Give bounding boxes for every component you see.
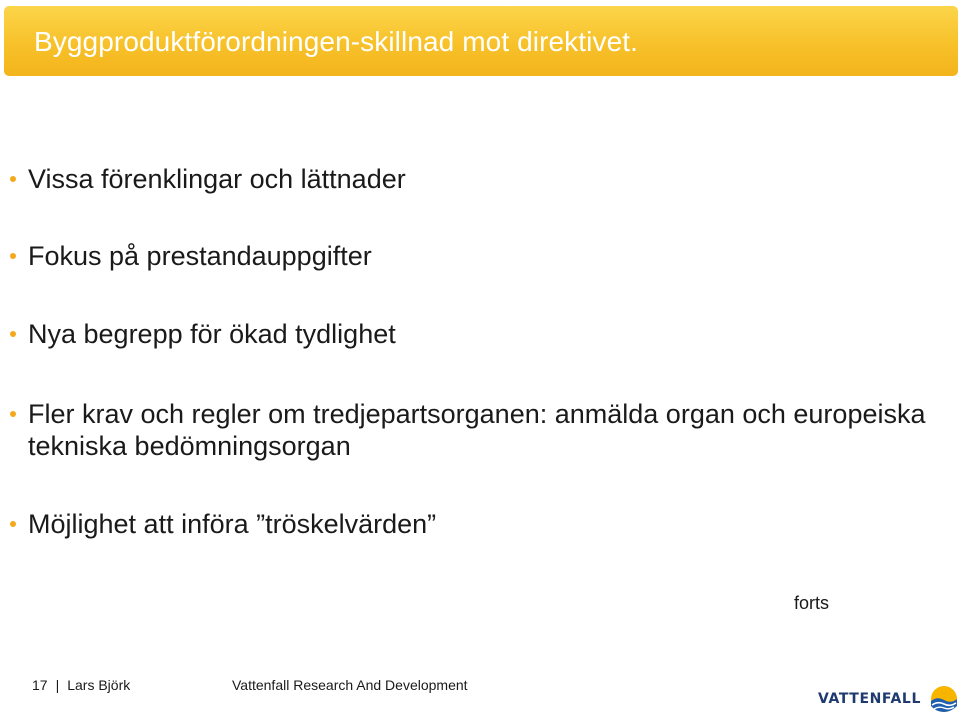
vattenfall-sun-wave-icon xyxy=(927,684,960,714)
footer-separator: | xyxy=(55,677,60,693)
footer-meta xyxy=(32,677,130,693)
bullet-text: Vissa förenklingar och lättnader xyxy=(28,164,406,194)
bullet-dot-icon xyxy=(10,176,16,182)
bullet-item xyxy=(10,508,955,540)
continued-note: forts xyxy=(794,593,830,613)
bullet-text: Fokus på prestandauppgifter xyxy=(28,241,372,271)
bullet-dot-icon xyxy=(10,331,16,337)
bullet-item xyxy=(10,163,955,195)
bullet-text: Nya begrepp för ökad tydlighet xyxy=(28,319,396,349)
vattenfall-logo xyxy=(818,683,960,715)
logo-wordmark: VATTENFALL xyxy=(818,691,921,707)
bullet-item xyxy=(10,398,955,462)
bullet-dot-icon xyxy=(10,521,16,527)
bullet-dot-icon xyxy=(10,253,16,259)
bullet-dot-icon xyxy=(10,411,16,417)
slide-title: Byggproduktförordningen-skillnad mot direktivet. xyxy=(34,26,638,57)
footer-author: Lars Björk xyxy=(67,677,131,693)
bullet-item xyxy=(10,240,955,272)
bullet-text: Möjlighet att införa ”tröskelvärden” xyxy=(28,509,437,539)
footer-organization: Vattenfall Research And Development xyxy=(232,677,468,693)
page-number: 17 xyxy=(32,677,48,693)
bullet-item xyxy=(10,318,955,350)
bullet-text: Fler krav och regler om tredjepartsorganen: anmälda organ och europeiska tekniska bedömningsorgan xyxy=(28,399,926,461)
title-bar xyxy=(4,6,958,76)
